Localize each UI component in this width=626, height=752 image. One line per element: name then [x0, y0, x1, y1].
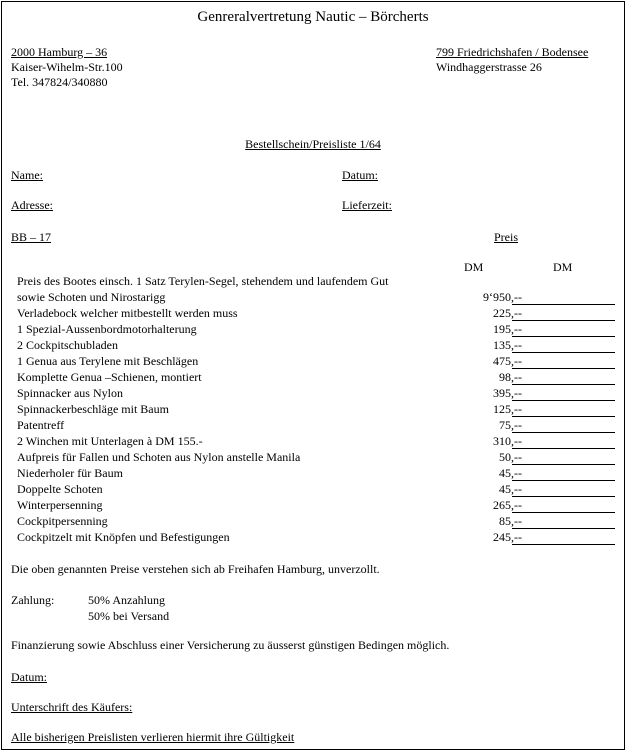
item-description: Aufpreis für Fallen und Schoten aus Nylon anstelle Manila [17, 450, 301, 464]
item-price: 45,-- [499, 466, 522, 480]
amount-line[interactable] [512, 304, 615, 305]
friedrichshafen-city: 799 Friedrichshafen / Bodensee [436, 45, 589, 59]
item-description: 2 Cockpitschubladen [17, 338, 118, 352]
friedrichshafen-street: Windhaggerstrasse 26 [436, 60, 542, 74]
hamburg-street: Kaiser-Wihelm-Str.100 [11, 60, 123, 74]
item-description: Verladebock welcher mitbestellt werden muss [17, 306, 238, 320]
amount-line[interactable] [512, 352, 615, 353]
amount-line[interactable] [512, 528, 615, 529]
payment-deposit: 50% Anzahlung [88, 593, 165, 607]
item-price: 45,-- [499, 482, 522, 496]
hamburg-phone: Tel. 347824/340880 [11, 75, 108, 89]
item-price: 225,-- [493, 306, 522, 320]
friedrichshafen-address [436, 45, 588, 75]
amount-line[interactable] [512, 480, 615, 481]
amount-line[interactable] [512, 400, 615, 401]
currency-header-2: DM [553, 260, 573, 274]
item-price: 195,-- [493, 322, 522, 336]
address-label: Adresse: [11, 198, 53, 212]
item-description-cont: sowie Schoten und Nirostarigg [17, 290, 166, 304]
price-header: Preis [494, 230, 518, 244]
item-description: Niederholer für Baum [17, 466, 123, 480]
date-label: Datum: [342, 168, 378, 182]
item-description: 1 Spezial-Aussenbordmotorhalterung [17, 322, 197, 336]
amount-line[interactable] [512, 448, 615, 449]
buyer-signature-label: Unterschrift des Käufers: [11, 700, 133, 714]
item-price: 265,-- [493, 498, 522, 512]
price-terms: Die oben genannten Preise verstehen sich ab Freihafen Hamburg, unverzollt. [11, 562, 380, 576]
item-price: 125,-- [493, 402, 522, 416]
name-label: Name: [11, 168, 43, 182]
financing-note: Finanzierung sowie Abschluss einer Versicherung zu äusserst günstigen Bedingen möglich. [11, 638, 450, 652]
item-price: 9‘950,-- [483, 290, 522, 304]
amount-line[interactable] [512, 368, 615, 369]
amount-line[interactable] [512, 512, 615, 513]
item-description: Cockpitpersenning [17, 514, 108, 528]
item-price: 395,-- [493, 386, 522, 400]
form-title: Bestellschein/Preisliste 1/64 [245, 137, 381, 151]
document-title: Genreralvertretung Nautic – Börcherts [197, 9, 429, 25]
model-label: BB – 17 [11, 230, 52, 244]
item-price: 135,-- [493, 338, 522, 352]
amount-line[interactable] [512, 336, 615, 337]
item-description: Patentreff [17, 418, 65, 432]
amount-line[interactable] [512, 544, 615, 545]
amount-line[interactable] [512, 320, 615, 321]
item-description: 2 Winchen mit Unterlagen à DM 155.- [17, 434, 203, 448]
signature-date-label: Datum: [11, 670, 47, 684]
item-price: 50,-- [499, 450, 522, 464]
item-price: 245,-- [493, 530, 522, 544]
delivery-time-label: Lieferzeit: [342, 198, 392, 212]
item-price: 310,-- [493, 434, 522, 448]
item-description: 1 Genua aus Terylene mit Beschlägen [17, 354, 199, 368]
item-description: Komplette Genua –Schienen, montiert [17, 370, 202, 384]
amount-line[interactable] [512, 464, 615, 465]
payment-label: Zahlung: [11, 593, 55, 607]
amount-line[interactable] [512, 384, 615, 385]
order-form-page [1, 1, 625, 750]
payment-on-shipping: 50% bei Versand [88, 609, 170, 623]
item-price: 75,-- [499, 418, 522, 432]
validity-notice: Alle bisherigen Preislisten verlieren hiermit ihre Gültigkeit [11, 730, 295, 744]
hamburg-address [11, 45, 123, 90]
currency-header-1: DM [464, 260, 484, 274]
item-description: Cockpitzelt mit Knöpfen und Befestigungen [17, 530, 230, 544]
item-description: Preis des Bootes einsch. 1 Satz Terylen-Segel, stehendem und laufendem Gut [17, 274, 389, 288]
item-description: Spinnackerbeschläge mit Baum [17, 402, 169, 416]
item-price: 85,-- [499, 514, 522, 528]
item-description: Spinnacker aus Nylon [17, 386, 123, 400]
item-description: Doppelte Schoten [17, 482, 103, 496]
item-price: 475,-- [493, 354, 522, 368]
hamburg-city: 2000 Hamburg – 36 [11, 45, 108, 59]
amount-line[interactable] [512, 432, 615, 433]
amount-line[interactable] [512, 416, 615, 417]
amount-line[interactable] [512, 496, 615, 497]
item-description: Winterpersenning [17, 498, 103, 512]
item-price: 98,-- [499, 370, 522, 384]
